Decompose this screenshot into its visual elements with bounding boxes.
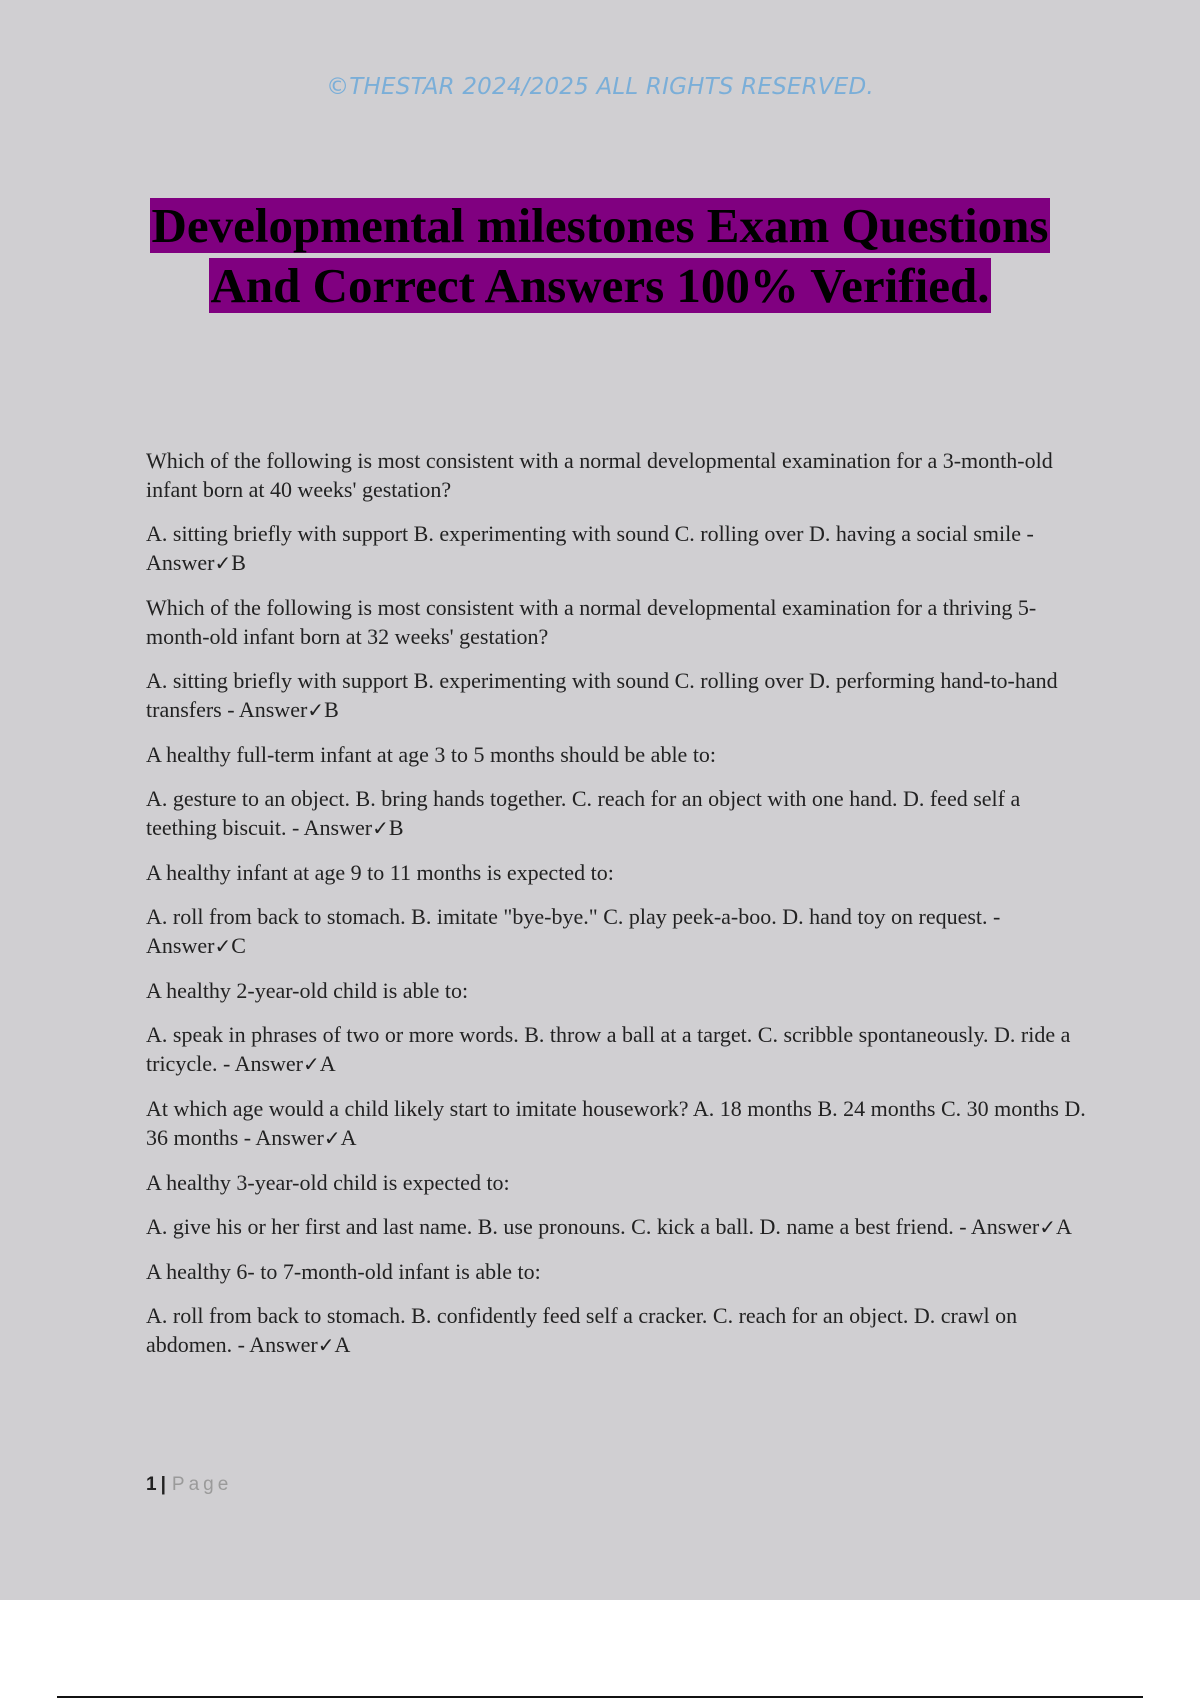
question-text: A healthy 6- to 7-month-old infant is able to:	[146, 1259, 541, 1284]
options-text: A. sitting briefly with support B. experimenting with sound C. rolling over D. having a social smile - Answer	[146, 521, 1034, 575]
answer-letter: A	[319, 1051, 336, 1076]
question-text: A healthy 2-year-old child is able to:	[146, 978, 469, 1003]
title-line-2: And Correct Answers 100% Verified.	[210, 258, 990, 313]
question-text: Which of the following is most consistent with a normal developmental examination for a thriving 5-month-old infant born at 32 weeks' gestation?	[146, 595, 1037, 649]
page-label: Page	[171, 1474, 233, 1495]
question-text: A healthy full-term infant at age 3 to 5 months should be able to:	[146, 742, 717, 767]
checkmark-icon: ✓	[1039, 1215, 1057, 1239]
answer-options	[146, 666, 1086, 725]
options-text: A. roll from back to stomach. B. imitate "bye-bye." C. play peek-a-boo. D. hand toy on request. - Answer	[146, 904, 1001, 958]
question-text: A healthy infant at age 9 to 11 months is expected to:	[146, 860, 614, 885]
question-text: A healthy 3-year-old child is expected to:	[146, 1170, 510, 1195]
question-text: Which of the following is most consistent with a normal developmental examination for a 3-month-old infant born at 40 weeks' gestation?	[146, 448, 1053, 502]
document-title	[0, 196, 1200, 316]
answer-letter: B	[231, 550, 246, 575]
page-number: 1	[146, 1474, 157, 1495]
answer-letter: A	[334, 1332, 351, 1357]
checkmark-icon: ✓	[214, 551, 232, 575]
bottom-divider	[57, 1696, 1143, 1698]
checkmark-icon: ✓	[307, 698, 325, 722]
answer-options	[146, 1212, 1086, 1242]
answer-options	[146, 519, 1086, 578]
answer-letter: A	[1056, 1214, 1072, 1239]
checkmark-icon: ✓	[323, 1126, 341, 1150]
title-line-1: Developmental milestones Exam Questions	[151, 198, 1049, 253]
answer-options	[146, 902, 1086, 961]
answer-options	[146, 1020, 1086, 1079]
answer-letter: C	[231, 933, 246, 958]
answer-letter: B	[388, 815, 404, 840]
answer-options	[146, 1094, 1086, 1153]
options-text: A. give his or her first and last name. B. use pronouns. C. kick a ball. D. name a best friend. - Answer	[146, 1214, 1040, 1239]
footer-separator: |	[160, 1474, 166, 1495]
options-text: A. gesture to an object. B. bring hands together. C. reach for an object with one hand. D. feed self a teething biscuit. - Answer	[146, 786, 1021, 840]
checkmark-icon: ✓	[303, 1052, 320, 1076]
options-text: A. sitting briefly with support B. experimenting with sound C. rolling over D. performing hand-to-hand transfers - Answer	[146, 668, 1058, 722]
answer-options	[146, 1301, 1086, 1360]
answer-letter: B	[324, 697, 339, 722]
checkmark-icon: ✓	[372, 816, 389, 840]
options-text: At which age would a child likely start to imitate housework? A. 18 months B. 24 months C. 30 months D. 36 months - Answer	[146, 1096, 1086, 1150]
answer-letter: A	[340, 1125, 357, 1150]
page-footer	[146, 1474, 232, 1496]
answer-options	[146, 784, 1086, 843]
checkmark-icon: ✓	[214, 934, 232, 958]
options-text: A. speak in phrases of two or more words. B. throw a ball at a target. C. scribble spontaneously. D. ride a tricycle. - Answer	[146, 1022, 1071, 1076]
qa-content	[146, 446, 1086, 1375]
options-text: A. roll from back to stomach. B. confidently feed self a cracker. C. reach for an object. D. crawl on abdomen. - Answer	[146, 1303, 1018, 1357]
checkmark-icon: ✓	[317, 1333, 335, 1357]
copyright-notice: ©THESTAR 2024/2025 ALL RIGHTS RESERVED.	[326, 74, 874, 100]
